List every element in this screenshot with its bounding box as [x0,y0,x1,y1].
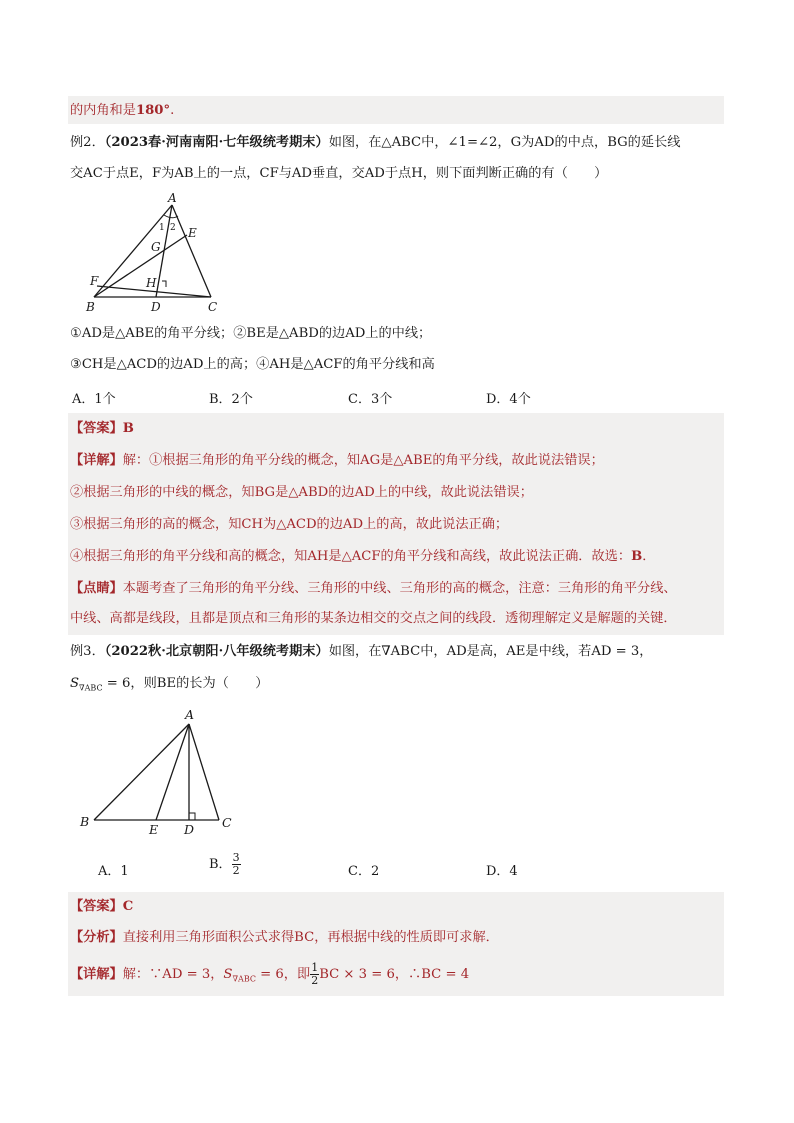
ex2-label-d: D [151,300,161,314]
ex3-detail-fraction: $\frac{1}{2}$ [311,961,319,987]
ex2-comment-2: 中线、高都是线段，且都是顶点和三角形的某条边相交的交点之间的线段．透彻理解定义是解题的关键． [70,611,677,626]
ex2-label-angle1: 1 [159,223,165,233]
ex3-option-b: B． $\frac{3}{2}$ [209,851,240,877]
ex2-detail-1: 【详解】解：①根据三角形的角平分线的概念，知AG是△ABE的角平分线，故此说法错误； [70,453,604,468]
ex2-option-c: C．3个 [348,392,393,407]
ex2-detail-3: ③根据三角形的高的概念，知CH为△ACD的边AD上的高，故此说法正确； [70,517,509,532]
ex2-label-b: B [86,300,95,314]
intro-line: 的内角和是180°. [70,103,175,118]
ex2-label-angle2: 2 [170,223,176,233]
ex2-comment-1: 【点睛】本题考查了三角形的角平分线、三角形的中线、三角形的高的概念，注意：三角形的角平分线、 [70,581,677,596]
ex2-label-f: F [90,274,99,288]
ex3-option-b-fraction: $\frac{3}{2}$ [232,851,240,877]
ex2-option-d: D．4个 [486,392,531,407]
ex2-line1: 例2．（2023春·河南南阳·七年级统考期末）如图，在△ABC中，∠1=∠2，G为AD的中点，BG的延长线 [70,135,681,150]
ex2-detail-2: ②根据三角形的中线的概念，知BG是△ABD的边AD上的中线，故此说法错误； [70,485,533,500]
ex2-statement1: ①AD是△ABE的角平分线；②BE是△ABD的边AD上的中线； [70,326,432,341]
ex2-line2: 交AC于点E，F为AB上的一点，CF与AD垂直，交AD于点H，则下面判断正确的有（ ） [70,166,608,181]
ex2-option-b: B．2个 [209,392,253,407]
ex2-side-ac [172,205,211,297]
ex3-label-e: E [149,822,159,837]
ex2-statement2: ③CH是△ACD的边AD上的高；④AH是△ACF的角平分线和高 [70,357,435,372]
ex3-label-c: C [222,815,232,830]
ex2-option-a: A．1个 [72,392,116,407]
intro-value: 180° [135,103,171,118]
ex3-detail: 【详解】解：∵AD = 3，$S_{\nabla ABC} = 6$，即 $\frac{1}{2}$ BC × 3 = 6，∴BC = 4 [70,961,470,987]
ex3-option-d: D．4 [486,864,518,879]
ex3-label-d: D [184,822,195,837]
ex2-source: （2023春·河南南阳·七年级统考期末） [104,135,329,150]
ex3-label: 例3． [70,644,105,659]
ex3-label-a: A [185,707,195,722]
ex2-label-g: G [151,240,161,254]
ex3-side-ab [94,724,189,820]
ex3-side-ac [189,724,219,820]
ex3-analysis: 【分析】直接利用三角形面积公式求得BC，再根据中线的性质即可求解． [70,930,499,945]
ex2-right-angle [162,281,166,287]
ex3-source: （2022秋·北京朝阳·八年级统考期末） [104,644,329,659]
ex3-option-c: C．2 [348,864,380,879]
ex2-answer-value: B [122,421,134,436]
ex3-answer-value: C [122,899,134,914]
ex2-label-c: C [208,300,218,314]
ex2-label-h: H [146,276,157,290]
ex3-right-angle [189,813,195,820]
ex2-label: 例2． [70,135,105,150]
ex3-line2: $S_{\nabla ABC} = 6$，则BE的长为（ ） [70,676,269,693]
ex3-line1: 例3．（2022秋·北京朝阳·八年级统考期末）如图，在∇ABC中，AD是高，AE是中线，若AD = 3， [70,644,653,659]
ex2-answer: 【答案】B [70,421,134,436]
ex3-figure [76,706,246,838]
ex3-median-ae [156,724,189,820]
intro-text: 的内角和是 [70,103,136,118]
ex3-option-a: A．1 [98,864,129,879]
ex3-answer: 【答案】C [70,899,134,914]
ex2-detail-4: ④根据三角形的角平分线和高的概念，知AH是△ACF的角平分线和高线，故此说法正确．故选：B． [70,549,656,564]
ex2-label-e: E [188,226,197,240]
ex3-label-b: B [80,814,90,829]
ex2-figure [84,190,234,315]
ex2-label-a: A [168,191,177,205]
